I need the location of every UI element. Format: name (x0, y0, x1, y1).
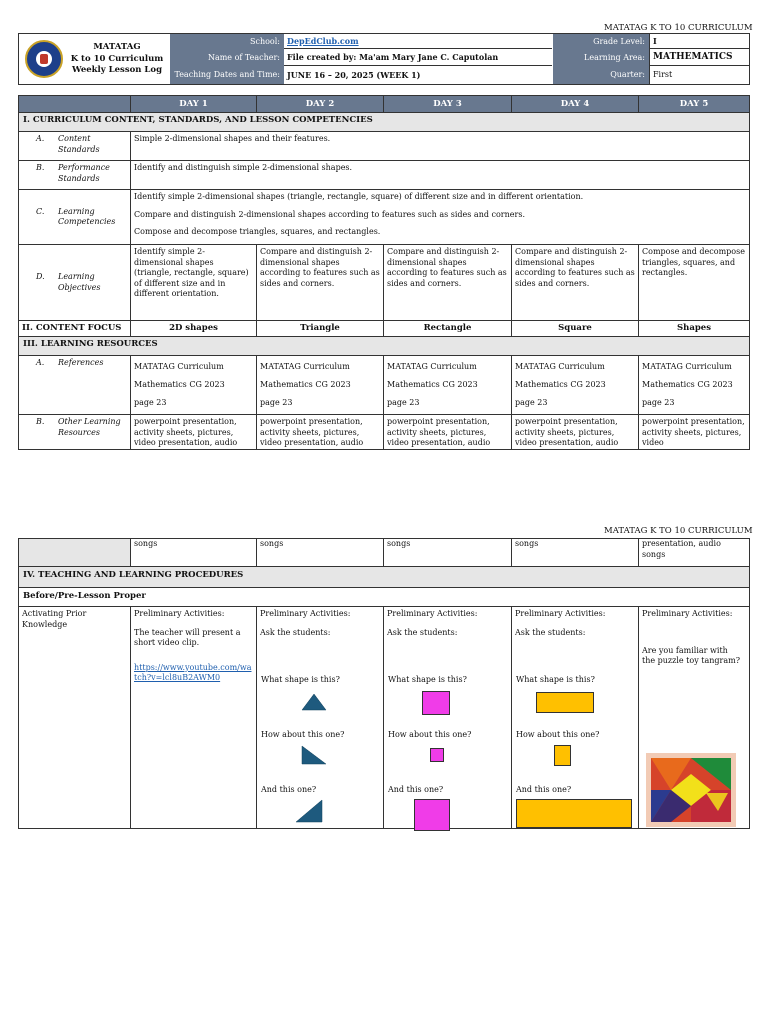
row-letter: B. (36, 417, 45, 426)
row-label-text: Learning Competencies (58, 206, 116, 226)
row-letter: A. (36, 358, 45, 367)
prelim-label: Preliminary Activities: (260, 609, 351, 618)
row-label-text: Activating Prior Knowledge (22, 609, 87, 629)
reference-line: page 23 (515, 398, 548, 407)
continued-day-5: presentation, audio songs (639, 539, 750, 567)
question-how-about: How about this one? (516, 730, 600, 739)
row-label-text: Learning Objectives (58, 272, 101, 292)
references-day-5 (639, 356, 750, 415)
gold-shape-1 (536, 692, 594, 713)
references-day-3 (384, 356, 512, 415)
lesson-log-table (18, 95, 750, 450)
objective-day-2: Compare and distinguish 2-dimensional shapes according to features such as sides and corners. (257, 245, 384, 321)
continued-day-3: songs (384, 539, 512, 567)
prelim-label: Preliminary Activities: (387, 609, 478, 618)
header-label-column (170, 34, 284, 84)
ask-students: Ask the students: (515, 627, 586, 637)
section-heading: IV. TEACHING AND LEARNING PROCEDURES (19, 567, 750, 588)
learning-competencies-cell (131, 190, 750, 245)
references-day-1 (131, 356, 257, 415)
grade-value: I (650, 34, 750, 49)
header-title-line: Weekly Lesson Log (71, 65, 163, 75)
quarter-label: Quarter: (610, 70, 645, 79)
header-value-column (284, 34, 552, 84)
video-link[interactable]: https://www.youtube.com/watch?v=lcl8uB2AWM0 (134, 662, 252, 682)
row-label-activating-prior-knowledge (19, 607, 131, 829)
reference-line: page 23 (642, 398, 675, 407)
magenta-rectangle-2 (430, 748, 444, 762)
prelim-label: Preliminary Activities: (642, 609, 733, 618)
competency-line: Compare and distinguish 2-dimensional shapes according to features such as sides and corners. (134, 209, 525, 219)
row-letter: B. (36, 163, 45, 172)
question-what-shape: What shape is this? (516, 675, 595, 684)
continued-day-2: songs (257, 539, 384, 567)
content-focus-day-4: Square (512, 321, 639, 337)
other-resources-day-3 (384, 415, 512, 450)
references-day-4 (512, 356, 639, 415)
curriculum-tag: MATATAG K TO 10 CURRICULUM (604, 526, 753, 536)
objective-day-5: Compose and decompose triangles, squares, and rectangles. (639, 245, 750, 321)
activity-day-1 (131, 607, 257, 829)
triangle-shape-3 (295, 799, 323, 823)
row-label-text: Other Learning Resources (58, 417, 121, 437)
continued-day-1: songs (131, 539, 257, 567)
row-letter: C. (36, 206, 45, 216)
ask-students: Ask the students: (387, 627, 458, 637)
row-label-other-resources (19, 415, 131, 450)
activity-day-2 (257, 607, 384, 829)
reference-line: MATATAG Curriculum (515, 362, 605, 371)
teacher-label: Name of Teacher: (207, 53, 280, 62)
references-day-2 (257, 356, 384, 415)
day-header: DAY 4 (512, 96, 639, 113)
other-resources-text: powerpoint presentation, activity sheets, pictures, video (642, 417, 745, 447)
row-label-learning-objectives (19, 245, 131, 321)
ask-students: Ask the students: (260, 627, 331, 637)
section-heading: III. LEARNING RESOURCES (19, 337, 750, 356)
row-label-text: References (58, 358, 104, 367)
school-label: School: (250, 37, 280, 46)
reference-line: MATATAG Curriculum (387, 362, 477, 371)
dates-value: JUNE 16 – 20, 2025 (WEEK 1) (287, 70, 421, 80)
question-and-this: And this one? (261, 785, 317, 794)
magenta-rectangle-1 (422, 691, 450, 715)
triangle-shape-1 (301, 693, 327, 711)
day-header: DAY 1 (131, 96, 257, 113)
reference-line: Mathematics CG 2023 (515, 380, 606, 389)
other-resources-day-2 (257, 415, 384, 450)
school-link[interactable]: DepEdClub.com (284, 34, 552, 49)
other-resources-text: powerpoint presentation, activity sheets, pictures, video presentation, audio (260, 417, 364, 447)
row-label-performance-standards (19, 161, 131, 190)
teacher-value: File created by: Ma'am Mary Jane C. Caputolan (284, 49, 552, 66)
curriculum-tag: MATATAG K TO 10 CURRICULUM (604, 23, 753, 33)
reference-line: Mathematics CG 2023 (642, 380, 733, 389)
row-label-content-standards (19, 132, 131, 161)
question-how-about: How about this one? (388, 730, 472, 739)
reference-line: page 23 (260, 398, 293, 407)
question-and-this: And this one? (516, 785, 572, 794)
grade-label: Grade Level: (593, 37, 645, 46)
gold-shape-2 (554, 745, 571, 766)
tangram-question: Are you familiar with the puzzle toy tangram? (642, 645, 741, 665)
quarter-value: First (653, 70, 673, 79)
reference-line: MATATAG Curriculum (260, 362, 350, 371)
activity-day-4 (512, 607, 639, 829)
continued-label-cell (19, 539, 131, 567)
row-label-text: Performance Standards (58, 163, 110, 183)
row-label-text: Content Standards (58, 134, 100, 154)
day1-description: The teacher will present a short video clip. (134, 627, 241, 647)
header-title (65, 42, 169, 77)
other-resources-text: powerpoint presentation, activity sheets, pictures, video presentation, audio (515, 417, 619, 447)
competency-line: Identify simple 2-dimensional shapes (triangle, rectangle, square) of different size and in different orientation. (134, 192, 584, 201)
section-heading: I. CURRICULUM CONTENT, STANDARDS, AND LESSON COMPETENCIES (19, 113, 750, 132)
continued-day-4: songs (512, 539, 639, 567)
question-what-shape: What shape is this? (388, 675, 467, 684)
corner-cell (19, 96, 131, 113)
content-focus-day-5: Shapes (639, 321, 750, 337)
deped-seal-logo (25, 40, 63, 78)
objective-day-3: Compare and distinguish 2-dimensional shapes according to features such as sides and corners. (384, 245, 512, 321)
question-how-about: How about this one? (261, 730, 345, 739)
reference-line: MATATAG Curriculum (642, 362, 732, 371)
reference-line: Mathematics CG 2023 (134, 380, 225, 389)
content-standards-text: Simple 2-dimensional shapes and their features. (131, 132, 750, 161)
objective-day-1: Identify simple 2-dimensional shapes (triangle, rectangle, square) of different size and in different orientation. (131, 245, 257, 321)
header-block (18, 33, 750, 85)
day-header: DAY 2 (257, 96, 384, 113)
day-header: DAY 5 (639, 96, 750, 113)
reference-line: page 23 (387, 398, 420, 407)
header-title-line: K to 10 Curriculum (70, 53, 164, 64)
question-and-this: And this one? (388, 785, 444, 794)
row-letter: A. (36, 134, 45, 143)
header-right-label-column (553, 34, 649, 84)
question-what-shape: What shape is this? (261, 675, 340, 684)
triangle-shape-2 (301, 745, 327, 765)
activity-day-3 (384, 607, 512, 829)
row-label-references (19, 356, 131, 415)
content-focus-day-1: 2D shapes (131, 321, 257, 337)
dates-label: Teaching Dates and Time: (174, 70, 280, 79)
reference-line: Mathematics CG 2023 (260, 380, 351, 389)
day-header: DAY 3 (384, 96, 512, 113)
prelim-label: Preliminary Activities: (515, 609, 606, 618)
competency-line: Compose and decompose triangles, squares, and rectangles. (134, 227, 381, 236)
lesson-log-table-continued (18, 538, 750, 829)
content-focus-day-2: Triangle (257, 321, 384, 337)
reference-line: MATATAG Curriculum (134, 362, 224, 371)
other-resources-text: powerpoint presentation, activity sheets, pictures, video presentation, audio (134, 417, 238, 447)
objective-day-4: Compare and distinguish 2-dimensional shapes according to features such as sides and corners. (512, 245, 639, 321)
reference-line: page 23 (134, 398, 167, 407)
other-resources-day-4 (512, 415, 639, 450)
activity-day-5 (639, 607, 750, 829)
other-resources-day-1 (131, 415, 257, 450)
row-label-learning-competencies (19, 190, 131, 245)
area-value: MATHEMATICS (650, 49, 750, 66)
area-label: Learning Area: (584, 53, 645, 62)
header-right-value-column (649, 34, 750, 84)
row-letter: D. (36, 272, 45, 281)
gold-shape-3 (516, 799, 632, 828)
prelim-label: Preliminary Activities: (134, 609, 225, 618)
other-resources-day-5 (639, 415, 750, 450)
section-heading-content-focus: II. CONTENT FOCUS (19, 321, 131, 337)
tangram-puzzle-image (646, 753, 736, 827)
header-title-line: MATATAG (93, 42, 141, 52)
subsection-heading: Before/Pre-Lesson Proper (19, 588, 750, 607)
reference-line: Mathematics CG 2023 (387, 380, 478, 389)
content-focus-day-3: Rectangle (384, 321, 512, 337)
other-resources-text: powerpoint presentation, activity sheets, pictures, video presentation, audio (387, 417, 491, 447)
performance-standards-text: Identify and distinguish simple 2-dimensional shapes. (131, 161, 750, 190)
magenta-rectangle-3 (414, 799, 450, 831)
